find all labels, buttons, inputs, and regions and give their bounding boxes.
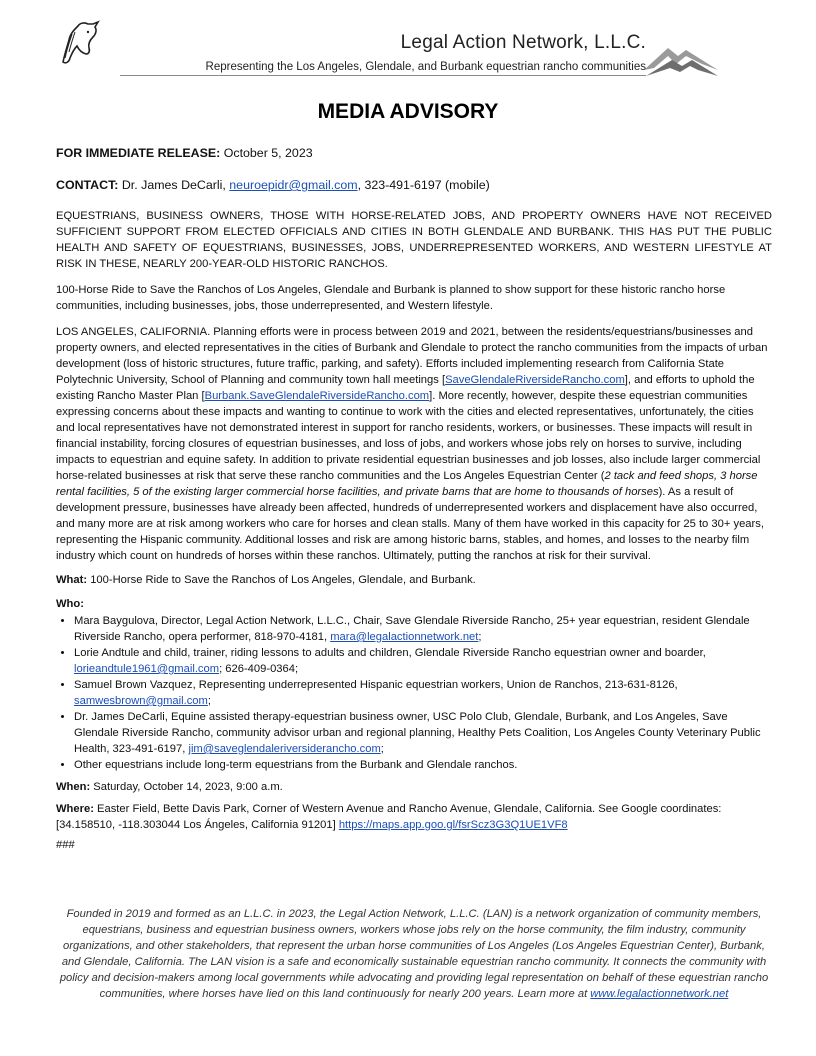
contact-label: CONTACT: — [56, 178, 119, 192]
lead-paragraph: EQUESTRIANS, BUSINESS OWNERS, THOSE WITH HORSE-RELATED JOBS, AND PROPERTY OWNERS HAVE NOT RECEIVED SUFFICIENT SUPPORT FROM ELECTED OFFICIALS AND CITIES IN BOTH GLENDALE AND BURBANK. THIS HAS PUT THE PUBLIC HEALTH AND SAFETY OF EQUESTRIANS, BUSINESSES, JOBS, UNDERREPRESENTED WORKERS, AND WESTERN LIFESTYLE AT RISK IN THESE, NEARLY 200-YEAR-OLD HISTORIC RANCHOS. — [56, 210, 772, 270]
letterhead — [56, 20, 746, 82]
main-paragraph — [56, 324, 772, 564]
page-title: MEDIA ADVISORY — [317, 100, 499, 123]
who-item-text: Lorie Andtule and child, trainer, riding lessons to adults and children, Glendale Riverside Rancho equestrian owner and boarder, — [74, 647, 706, 659]
list-item — [74, 645, 772, 677]
end-mark: ### — [56, 839, 75, 851]
where-text: Easter Field, Bette Davis Park, Corner of Western Avenue and Rancho Avenue, Glendale, California. See Google coordinates: [34.158510, -118.303044 Los Ángeles, California 91201] — [56, 803, 722, 831]
who-item-suffix: ; — [380, 743, 384, 755]
what-label: What: — [56, 574, 88, 586]
who-item-suffix: ; — [207, 695, 211, 707]
release-line — [56, 144, 772, 162]
who-item-text: Dr. James DeCarli, Equine assisted therapy-equestrian business owner, USC Polo Club, Glendale, Burbank, and Los Angeles, Save Glendale Riverside Rancho, community advisor urban and regional planning, Healthy Pets Coalition, Los Angeles County Veterinary Public Health, 323-491-6197, — [74, 711, 761, 755]
about-footer — [56, 906, 772, 1002]
footer-text: Founded in 2019 and formed as an L.L.C. in 2023, the Legal Action Network, L.L.C. (LAN) is a network organization of community members, equestrians, business and equestrian business owners, workers whose jobs rely on the horse community, the film industry, community organizations, and other stakeholders, that represent the urban horse communities of Los Angeles (Los Angeles Equestrian Center), Burbank, and Glendale, California. The LAN vision is a safe and economically sustainable equestrian rancho community. It connects the community with policy and decision-makers among local governments while advocating and providing legal representation on behalf of these equestrian rancho communities, where horses have lied on this land continuously for nearly 200 years. Learn more at — [59, 908, 769, 1000]
list-item — [74, 613, 772, 645]
mountain-logo-icon — [642, 40, 720, 80]
who-item-text: Other equestrians include long-term equestrians from the Burbank and Glendale ranchos. — [74, 759, 518, 771]
list-item — [74, 677, 772, 709]
who-item-suffix: ; 626-409-0364; — [219, 663, 299, 675]
where-label: Where: — [56, 803, 94, 815]
list-item — [74, 709, 772, 757]
company-tagline: Representing the Los Angeles, Glendale, and Burbank equestrian rancho communities — [205, 61, 646, 73]
who-item-email-link[interactable]: jim@saveglendaleriversiderancho.com — [188, 743, 381, 755]
body-text-4: ). As a result of development pressure, businesses have already been affected, hundreds of underrepresented workers and displacement have also occurred, and many more are at risk among workers who care for horses and clean stalls. Many of them have worked in this capacity for 25 to 30+ years, representing the Hispanic community. Additional losses and risk are among historic barns, stables, and homes, and losses to the nearby film industry which count on hundreds of horses within these ranchos. Ultimately, putting the ranchos at risk for their survival. — [56, 486, 764, 562]
release-label: FOR IMMEDIATE RELEASE: — [56, 146, 221, 160]
what-line — [56, 572, 772, 588]
body-text-1: LOS ANGELES, CALIFORNIA. Planning efforts were in process between 2019 and 2021, between the residents/equestrians/businesses and property owners, and elected representatives in the cities of Burbank and Glendale to protect the rancho communities from the impacts of urban development (loss of historic structures, future traffic, parking, and safety). Efforts included implementing research from California State Polytechnic University, School of Planning and community town hall meetings [ — [56, 326, 768, 386]
who-item-text: Mara Baygulova, Director, Legal Action Network, L.L.C., Chair, Save Glendale Riverside Rancho, 25+ year equestrian, resident Glendale Riverside Rancho, opera performer, 818-970-4181, — [74, 615, 750, 643]
header-divider — [120, 75, 646, 76]
who-label: Who: — [56, 598, 84, 610]
release-date: October 5, 2023 — [223, 146, 313, 160]
when-line — [56, 779, 772, 795]
contact-phone: , 323-491-6197 (mobile) — [357, 178, 490, 192]
who-item-email-link[interactable]: samwesbrown@gmail.com — [74, 695, 208, 707]
organization-website-link[interactable]: www.legalactionnetwork.net — [590, 988, 729, 1000]
when-label: When: — [56, 781, 91, 793]
where-line — [56, 801, 772, 833]
burbank-rancho-website-link[interactable]: Burbank.SaveGlendaleRiversideRancho.com — [204, 390, 430, 402]
list-item — [74, 757, 772, 773]
rancho-website-link[interactable]: SaveGlendaleRiversideRancho.com — [445, 374, 625, 386]
who-item-email-link[interactable]: lorieandtule1961@gmail.com — [74, 663, 220, 675]
advisory-body — [56, 144, 772, 853]
who-list — [56, 613, 772, 773]
who-item-email-link[interactable]: mara@legalactionnetwork.net — [330, 631, 479, 643]
contact-name: Dr. James DeCarli, — [121, 178, 226, 192]
when-text: Saturday, October 14, 2023, 9:00 a.m. — [93, 781, 283, 793]
body-italic-text: 2 tack and feed shops, 3 horse rental facilities, 5 of the existing larger commercial horse facilities, and private barns that are home to thousands of horses — [56, 470, 758, 498]
who-item-suffix: ; — [478, 631, 482, 643]
who-item-text: Samuel Brown Vazquez, Representing underrepresented Hispanic equestrian workers, Union de Ranchos, 213-631-8126, — [74, 679, 678, 691]
company-name: Legal Action Network, L.L.C. — [400, 32, 646, 53]
body-text-2: ], and efforts to uphold the existing Rancho Master Plan [ — [56, 374, 755, 402]
contact-line — [56, 176, 772, 194]
google-maps-link[interactable]: https://maps.app.goo.gl/fsrScz3G3Q1UE1VF8 — [338, 819, 568, 831]
what-text: 100-Horse Ride to Save the Ranchos of Los Angeles, Glendale, and Burbank. — [90, 574, 476, 586]
who-heading — [56, 596, 772, 612]
horse-head-logo-icon — [60, 20, 106, 72]
contact-email-link[interactable]: neuroepidr@gmail.com — [229, 178, 358, 192]
body-text-3: ]. More recently, however, despite these equestrian communities expressing concerns about these impacts and wanting to continue to work with the cities and elected representatives, unfortunately, the cities and local representatives have not demonstrated interest in support for rancho residents, workers, or businesses. These impacts will result in financial instability, forcing closures of equestrian businesses, and loss of jobs, and workers whose jobs rely on horses to survive, including impacts to equestrian and equine safety. In addition to private residential equestrian businesses and job losses, also include larger commercial horse-related businesses at risk that serve these rancho communities and the Los Angeles Equestrian Center ( — [56, 390, 761, 482]
summary-paragraph: 100-Horse Ride to Save the Ranchos of Los Angeles, Glendale and Burbank is planned to show support for these historic rancho horse communities, including businesses, jobs, those underrepresented, and Western lifestyle. — [56, 284, 726, 312]
